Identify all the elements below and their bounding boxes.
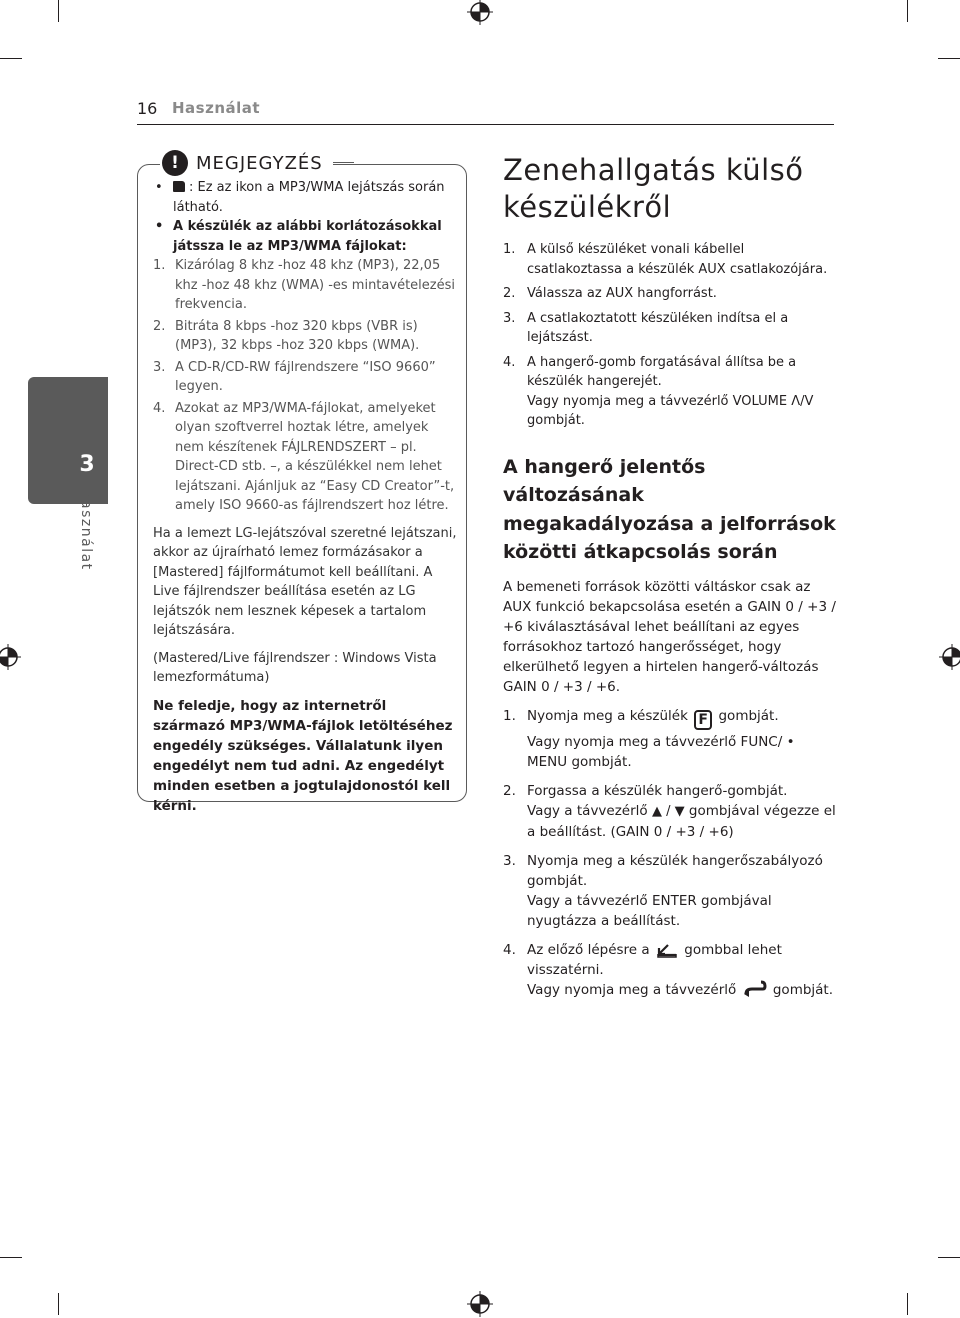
note-paragraph: (Mastered/Live fájlrendszer : Windows Vista lemezformátuma) xyxy=(153,650,437,685)
crop-mark xyxy=(0,1257,22,1258)
registration-mark-icon xyxy=(938,643,960,671)
crop-mark xyxy=(58,1293,59,1315)
crop-mark xyxy=(938,1257,960,1258)
up-down-arrow-icon: ▲ / ▼ xyxy=(651,803,685,819)
crop-mark xyxy=(0,58,22,59)
list-item: • : Ez az ikon a MP3/WMA lejátszás során látható. xyxy=(153,178,459,217)
folder-icon xyxy=(173,181,185,192)
note-title: MEGJEGYZÉS xyxy=(196,152,323,174)
crop-mark xyxy=(907,0,908,22)
steps-list xyxy=(503,240,838,431)
crop-mark xyxy=(938,58,960,59)
registration-mark-icon xyxy=(0,643,22,671)
return-icon xyxy=(656,942,678,958)
exclamation-icon: ! xyxy=(162,150,188,176)
list-item: 2. Forgassa a készülék hangerő-gombját. Vagy a távvezérlő ▲ / ▼ gombjával végezze el a beállítást. (GAIN 0 / +3 / +6) xyxy=(503,782,836,840)
list-item: 2. Bitráta 8 kbps -hoz 320 kbps (VBR is) (MP3), 32 kbps -hoz 320 kbps (WMA). xyxy=(153,318,420,353)
volume-updown-icon: Λ/V xyxy=(791,393,814,409)
function-button-icon: F xyxy=(694,710,712,730)
main-column xyxy=(503,152,838,1000)
chapter-tab xyxy=(28,377,108,504)
note-header xyxy=(160,150,333,176)
chapter-number: 3 xyxy=(79,452,95,477)
list-item: 2. Válassza az AUX hangforrást. xyxy=(503,286,717,301)
note-paragraph: Ha a lemezt LG-lejátszóval szeretné lejátszani, akkor az újraírható lemez formázásakor a [Mastered] fájlformátumot kell beállítani. A Live fájlrendszer beállítása esetén az LG lejátszók nem lesznek képesek a tartalom lejátszására. xyxy=(153,525,457,638)
list-item: 4. A hangerő-gomb forgatásával állítsa be a készülék hangerejét. Vagy nyomja meg a távvezérlő VOLUME Λ/V gombját. xyxy=(503,354,814,428)
list-item: 1. Nyomja meg a készülék F gombját. Vagy nyomja meg a távvezérlő FUNC/ • MENU gombját. xyxy=(503,707,795,770)
section-title: Használat xyxy=(172,99,261,117)
list-item: • A készülék az alábbi korlátozásokkal játssza le az MP3/WMA fájlokat: xyxy=(153,217,459,256)
return-icon xyxy=(743,980,767,998)
list-item: 1. A külső készüléket vonali kábellel csatlakoztassa a készülék AUX csatlakozójára. xyxy=(503,242,828,277)
heading-external-device: Zenehallgatás külső készülékről xyxy=(503,153,804,224)
header-rule xyxy=(137,124,834,125)
list-item: 4. Az előző lépésre a gombbal lehet visszatérni. Vagy nyomja meg a távvezérlő gombját. xyxy=(503,941,834,998)
registration-mark-icon xyxy=(466,0,494,26)
list-item: 3. A CD-R/CD-RW fájlrendszere “ISO 9660” legyen. xyxy=(153,359,436,394)
list-item: 4. Azokat az MP3/WMA-fájlokat, amelyeket olyan szoftverrel hoztak létre, amelyek nem készítenek FÁJLRENDSZERT – pl. Direct-CD stb. –, a készülékkel nem lehet lejátszani. Ajánljuk az “Easy CD Creator”-t, amely ISO 9660-as fájlrendszert hoz létre. xyxy=(153,400,455,513)
chapter-label: Használat xyxy=(78,488,94,571)
page-number: 16 xyxy=(137,99,158,118)
registration-mark-icon xyxy=(466,1290,494,1318)
heading-gain: A hangerő jelentős változásának megakadályozása a jelforrások közötti átkapcsolás során xyxy=(503,455,836,563)
intro-paragraph: A bemeneti források közötti váltáskor csak az AUX funkció bekapcsolása esetén a GAIN 0 / +3 / +6 kiválasztásával lehet beállítani az egyes forrásokhoz tartozó hangerősséget, hogy elkerülhető legyen a hirtelen hangerő-változás GAIN 0 / +3 / +6. xyxy=(503,578,836,695)
crop-mark xyxy=(907,1293,908,1315)
note-warning: Ne feledje, hogy az internetről származó MP3/WMA-fájlok letöltéséhez engedély szükséges. Vállalatunk ilyen engedélyt nem tud adni. Az engedélyt minden esetben a jogtulajdonostól kell kérni. xyxy=(153,697,453,814)
crop-mark xyxy=(58,0,59,22)
list-item: 1. Kizárólag 8 khz -hoz 48 khz (MP3), 22,05 khz -hoz 48 khz (WMA) -es mintavételezési frekvencia. xyxy=(153,258,455,312)
list-item: 3. A csatlakoztatott készüléken indítsa el a lejátszást. xyxy=(503,310,789,345)
note-body xyxy=(153,178,459,816)
list-item: 3. Nyomja meg a készülék hangerőszabályozó gombját. Vagy a távvezérlő ENTER gombjával nyugtázza a beállítást. xyxy=(503,852,823,929)
